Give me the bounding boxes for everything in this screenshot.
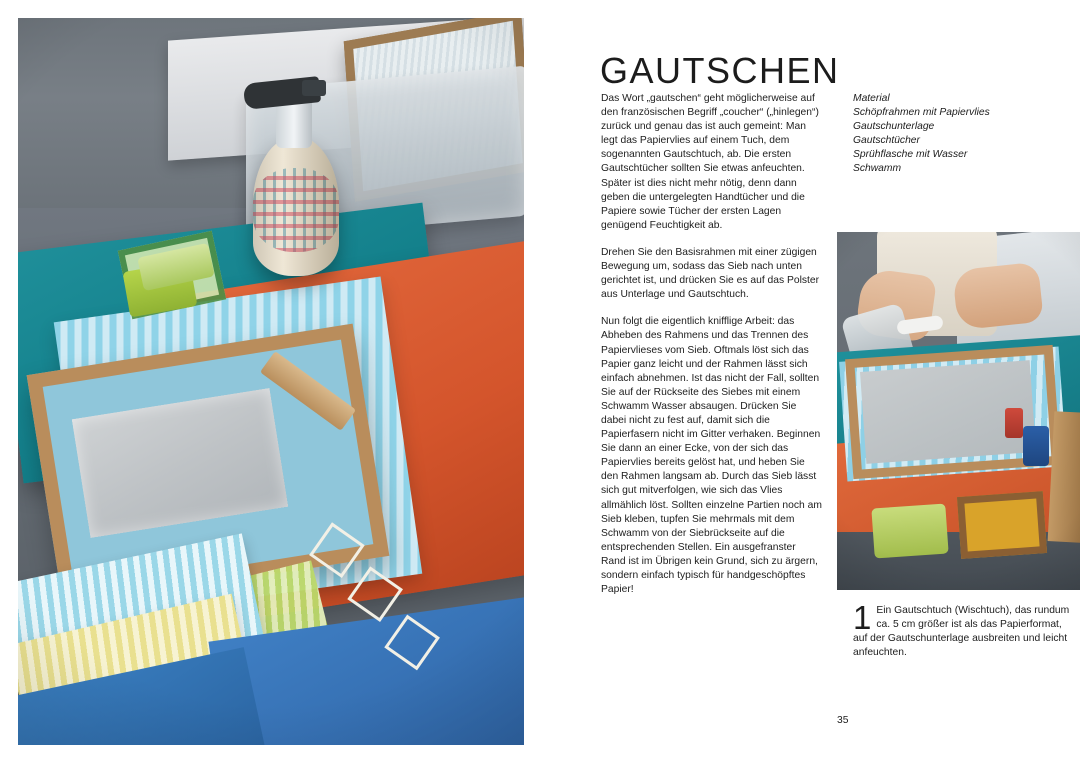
- photo-diamond-motif: [309, 522, 365, 578]
- step-photo-pigment-jar-blue: [1023, 426, 1049, 466]
- photo-diamond-motif: [384, 615, 440, 671]
- material-heading: Material: [853, 93, 890, 104]
- step-photo: [837, 232, 1080, 590]
- step-caption-text: Ein Gautschtuch (Wischtuch), das rundum ca. 5 cm größer ist als das Papierformat, auf der Gautschunterlage ausbreiten und leicht anfeuchten.: [853, 605, 1070, 659]
- material-item: Gautschtücher: [853, 135, 920, 147]
- body-text-column: [601, 92, 823, 610]
- page-number: 35: [837, 715, 849, 726]
- step-number: 1: [853, 599, 872, 636]
- material-item: Schwamm: [853, 163, 902, 175]
- step-photo-tray: [957, 491, 1047, 559]
- material-item: Sprühflasche mit Wasser: [853, 149, 968, 161]
- step-photo-sponge: [871, 503, 948, 558]
- body-paragraph-2: Drehen Sie den Basisrahmen mit einer zügigen Bewegung um, sodass das Sieb nach unten gerichtet ist, und drücken Sie es auf das Polster aus Unterlage und Gautschtuch.: [601, 246, 820, 301]
- material-items: [853, 106, 1063, 176]
- material-list-block: [853, 92, 1063, 177]
- photo-spray-bottle-nozzle: [302, 80, 326, 96]
- photo-diamond-motif: [347, 566, 403, 622]
- step-photo-right-hand: [952, 262, 1044, 331]
- page-title: GAUTSCHEN: [600, 50, 840, 92]
- step-photo-pigment-jar-red: [1005, 408, 1023, 438]
- right-page: [560, 0, 1080, 763]
- left-page-photo: [18, 18, 524, 745]
- photo-orange-towel-pattern: [305, 507, 471, 689]
- photo-spray-bottle-decor: [253, 168, 339, 252]
- step-photo-wood-board: [1048, 411, 1080, 543]
- photo-illustration: [18, 18, 524, 745]
- material-item: Gautschunterlage: [853, 121, 935, 133]
- step-caption: [853, 599, 1075, 660]
- body-paragraph-1: Das Wort „gautschen“ geht möglicherweise auf den französischen Begriff „coucher“ („hinlegen“) zurück und genau das ist auch gemeint: Man legt das Papiervlies auf einem Tuch, dem sogenannten Gautschtuch, ab. Die ersten Gautschtücher sollten Sie etwas anfeuchten. Später ist dies nicht mehr nötig, denn dann geben die untergelegten Handtücher und die Papiere sowie Tücher der ersten Lagen genügend Feuchtigkeit ab.: [601, 93, 819, 231]
- body-paragraph-3: Nun folgt die eigentlich knifflige Arbeit: das Abheben des Rahmens und das Trennen des Papiervlieses vom Sieb. Oftmals löst sich das Papier ganz leicht und der Rahmen lässt sich einfach abnehmen. Ist das nicht der Fall, sollten Sie auf der Rückseite des Siebes mit einem Schwamm Wasser absaugen. Drücken Sie dabei nicht zu fest auf, damit sich die Papierfasern nicht im Gitter verhaken. Beginnen Sie dann an einer Ecke, von der sich das Papiervlies bereits gelöst hat, und heben Sie den Rahmen langsam ab. Durch das Sieb lässt sich gut mitverfolgen, wie sich das Vlies allmählich löst. Sollten einzelne Partien noch am Sieb kleben, tupfen Sie mehrmals mit dem Schwamm von der Siebrückseite auf die entsprechenden Stellen. Ein ausgefranster Rand ist im Übrigen kein Grund, sich zu ärgern, sondern einfach typisch für handgeschöpftes Papier!: [601, 316, 822, 596]
- material-item: Schöpfrahmen mit Papiervlies: [853, 107, 990, 119]
